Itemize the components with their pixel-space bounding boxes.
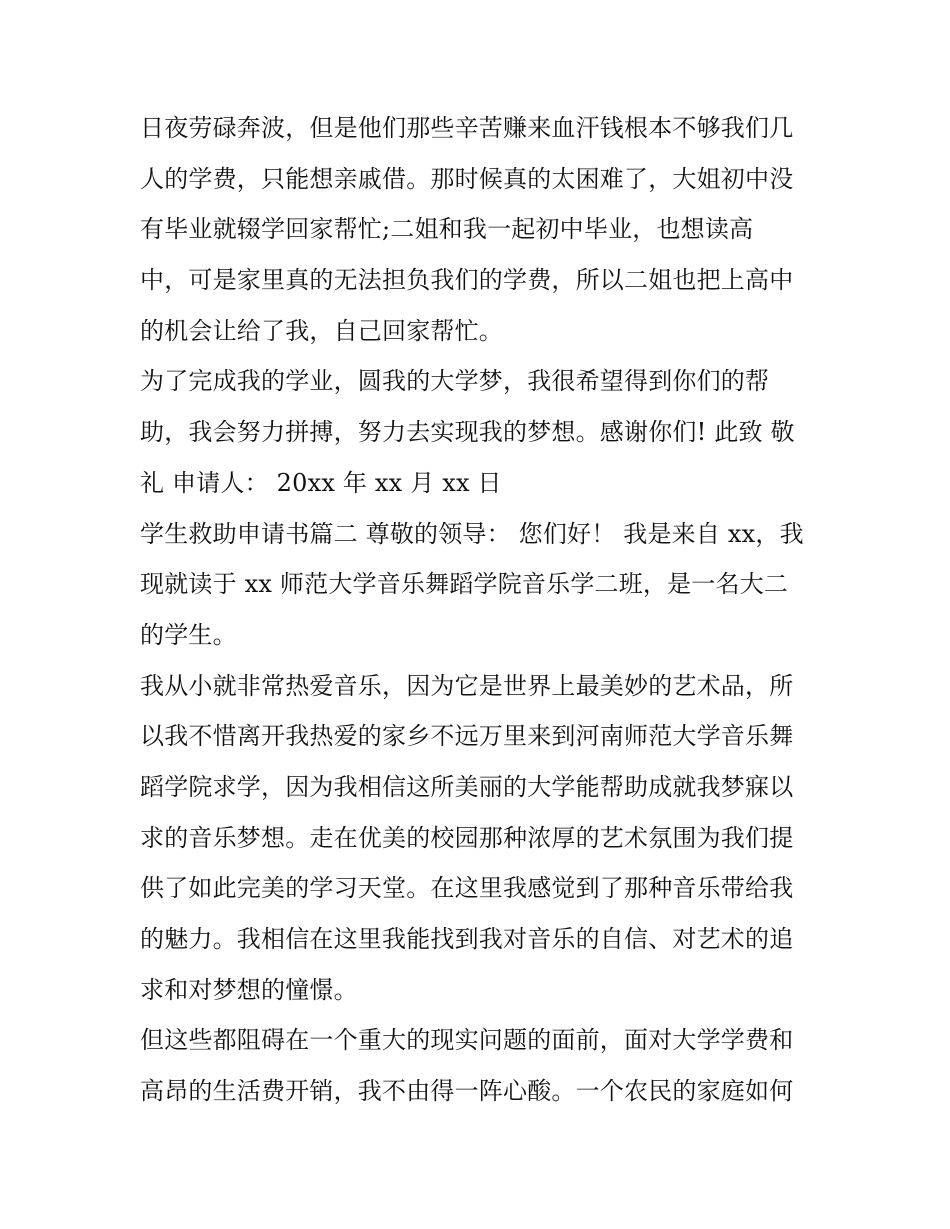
text-line: 但这些都阻碍在一个重大的现实问题的面前，面对大学学费和	[140, 1026, 794, 1055]
text-line: 的魅力。我相信在这里我能找到我对音乐的自信、对艺术的追	[140, 925, 794, 953]
text-line: 以我不惜离开我热爱的家乡不远万里来到河南师范大学音乐舞	[140, 722, 794, 751]
text-line: 供了如此完美的学习天堂。在这里我感觉到了那种音乐带给我	[140, 874, 794, 903]
text-line: 求和对梦想的憧憬。	[140, 975, 358, 1004]
document-body	[140, 103, 820, 1117]
text-line: 的学生。	[140, 620, 237, 649]
text-line: 有毕业就辍学回家帮忙;二姐和我一起初中毕业，也想读高	[140, 215, 754, 244]
text-line: 人的学费，只能想亲戚借。那时候真的太困难了，大姐初中没	[140, 164, 794, 193]
text-line: 现就读于 xx 师范大学音乐舞蹈学院音乐学二班，是一名大二	[140, 570, 789, 599]
text-line: 高昂的生活费开销，我不由得一阵心酸。一个农民的家庭如何	[140, 1077, 794, 1106]
text-line: 求的音乐梦想。走在优美的校园那种浓厚的艺术氛围为我们提	[140, 823, 794, 852]
text-line: 礼 申请人： 20xx 年 xx 月 xx 日	[140, 468, 502, 497]
text-line: 日夜劳碌奔波，但是他们那些辛苦赚来血汗钱根本不够我们几	[140, 114, 794, 142]
text-line: 学生救助申请书篇二 尊敬的领导： 您们好！ 我是来自 xx，我	[140, 519, 804, 548]
text-line: 我从小就非常热爱音乐，因为它是世界上最美妙的艺术品，所	[140, 671, 794, 700]
text-line: 中，可是家里真的无法担负我们的学费，所以二姐也把上高中	[140, 266, 794, 295]
text-line: 的机会让给了我，自己回家帮忙。	[140, 316, 503, 345]
text-line: 蹈学院求学，因为我相信这所美丽的大学能帮助成就我梦寐以	[140, 772, 794, 801]
text-line: 助，我会努力拼搏，努力去实现我的梦想。感谢你们! 此致 敬	[140, 418, 795, 447]
text-line: 为了完成我的学业，圆我的大学梦，我很希望得到你们的帮	[140, 367, 770, 396]
